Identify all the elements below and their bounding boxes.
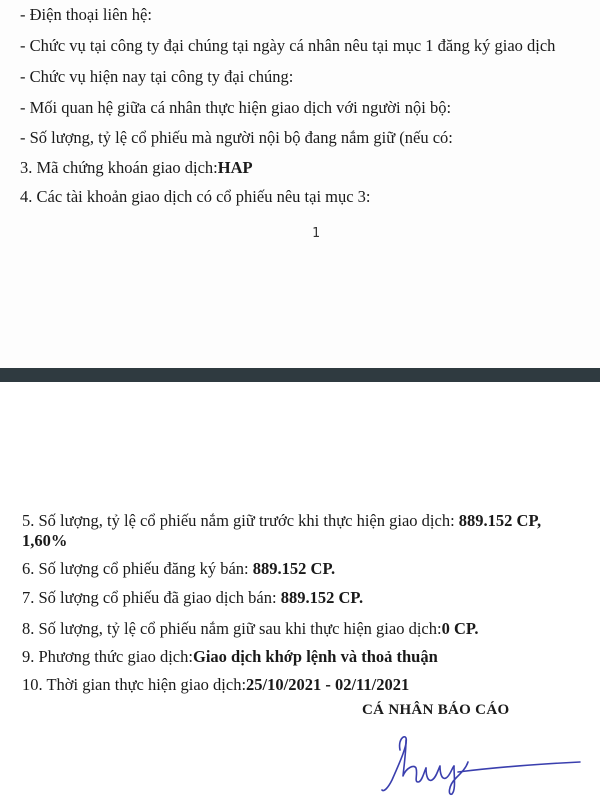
item-10-value: 25/10/2021 - 02/11/2021 xyxy=(246,675,410,694)
item-10-line xyxy=(22,674,409,696)
document-page-1 xyxy=(0,0,600,368)
page-separator xyxy=(0,368,600,382)
item-3-label: 3. Mã chứng khoán giao dịch: xyxy=(20,158,218,177)
handwritten-signature-icon xyxy=(370,732,590,798)
current-position-line: - Chức vụ hiện nay tại công ty đại chúng: xyxy=(20,67,294,86)
item-7-line xyxy=(22,587,363,609)
stock-code: HAP xyxy=(217,158,253,177)
item-7-value: 889.152 CP. xyxy=(280,588,364,607)
item-5-label: 5. Số lượng, tỷ lệ cổ phiếu nắm giữ trước khi thực hiện giao dịch: xyxy=(22,511,455,530)
item-5-percent: 1,60% xyxy=(22,531,68,550)
item-8-label: 8. Số lượng, tỷ lệ cổ phiếu nắm giữ sau khi thực hiện giao dịch: xyxy=(22,619,442,638)
signer-title: CÁ NHÂN BÁO CÁO xyxy=(362,702,510,718)
item-9-label: 9. Phương thức giao dịch: xyxy=(22,647,193,666)
page-number: 1 xyxy=(312,226,320,241)
item-6-line xyxy=(22,558,335,580)
item-9-value: Giao dịch khớp lệnh và thoả thuận xyxy=(192,647,438,666)
item-5-line xyxy=(22,510,541,532)
item-6-value: 889.152 CP. xyxy=(252,559,336,578)
position-at-registration-line: - Chức vụ tại công ty đại chúng tại ngày cá nhân nêu tại mục 1 đăng ký giao dịch xyxy=(20,36,556,55)
insider-holdings-line: - Số lượng, tỷ lệ cổ phiếu mà người nội bộ đang nắm giữ (nếu có: xyxy=(20,128,453,147)
item-4-line: 4. Các tài khoản giao dịch có cổ phiếu nêu tại mục 3: xyxy=(20,187,371,206)
item-9-line xyxy=(22,646,438,668)
item-8-line xyxy=(22,618,479,640)
item-6-label: 6. Số lượng cổ phiếu đăng ký bán: xyxy=(22,559,249,578)
item-5-value: 889.152 CP, xyxy=(458,511,542,530)
contact-phone-line: - Điện thoại liên hệ: xyxy=(20,5,152,24)
item-3-line xyxy=(20,157,253,179)
item-7-label: 7. Số lượng cổ phiếu đã giao dịch bán: xyxy=(22,588,277,607)
item-10-label: 10. Thời gian thực hiện giao dịch: xyxy=(22,675,247,694)
document-page-2 xyxy=(0,382,600,800)
item-8-value: 0 CP. xyxy=(441,619,479,638)
insider-relationship-line: - Mối quan hệ giữa cá nhân thực hiện giao dịch với người nội bộ: xyxy=(20,98,452,117)
